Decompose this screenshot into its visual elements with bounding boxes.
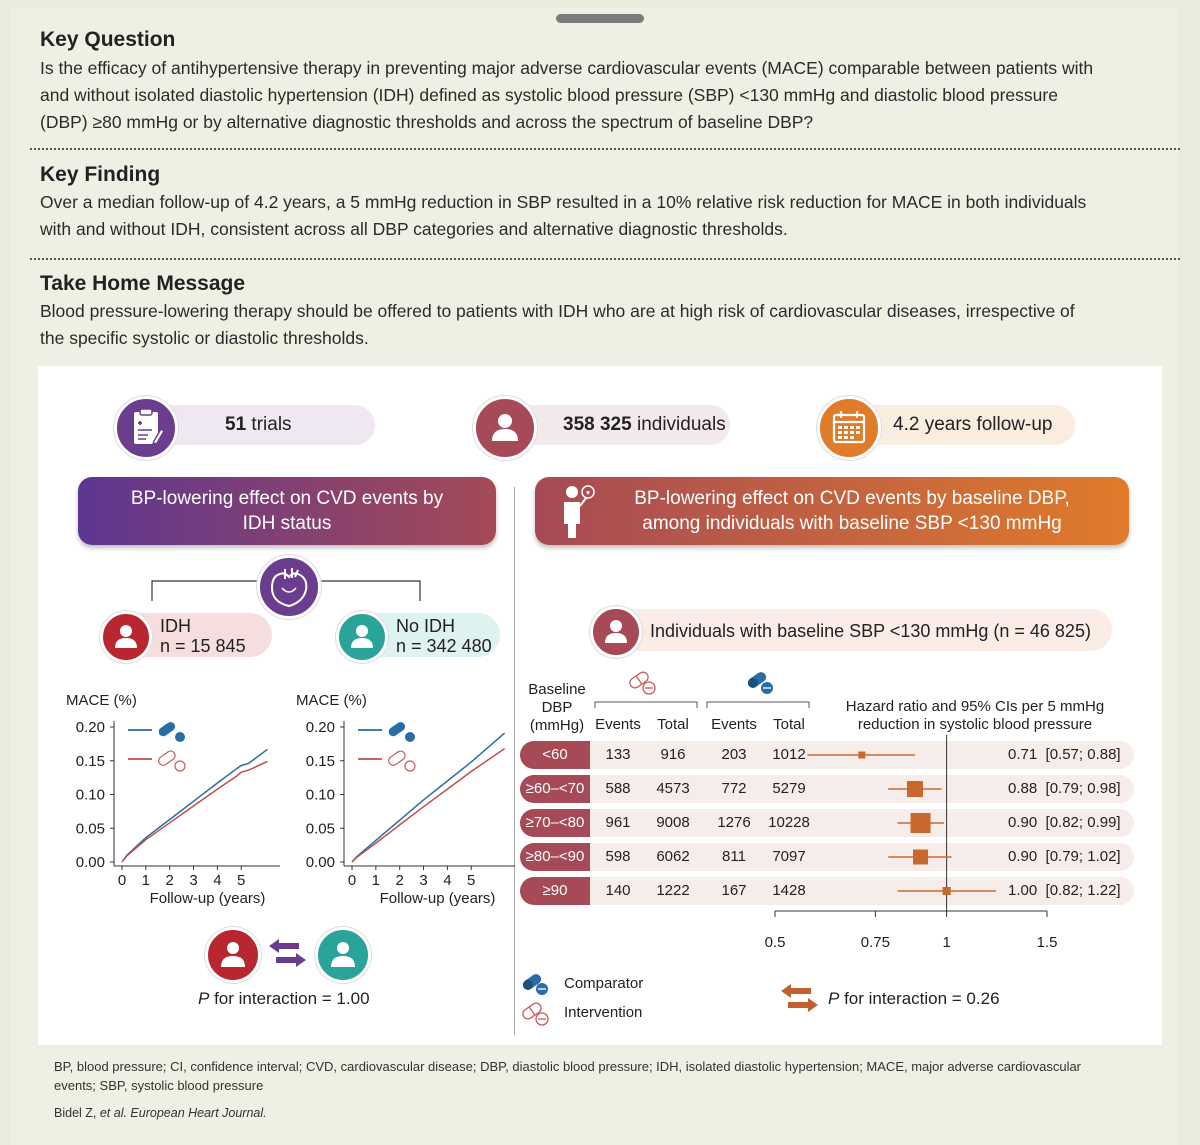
banner-line: among individuals with baseline SBP <130 mmHg bbox=[642, 513, 1062, 534]
x-tick-label: 0 bbox=[117, 872, 127, 889]
citation bbox=[54, 1104, 1144, 1123]
table-cell-int-events: 598 bbox=[605, 848, 631, 865]
followup-label: years follow-up bbox=[924, 414, 1053, 435]
key-finding-text bbox=[40, 189, 1160, 243]
table-cell-int-total: 1222 bbox=[656, 882, 690, 899]
table-cell-int-total: 916 bbox=[660, 746, 686, 763]
p-symbol: P bbox=[828, 989, 840, 1008]
dbp-category: ≥70–<80 bbox=[520, 809, 590, 837]
series-line bbox=[122, 761, 268, 862]
trials-count: 51 bbox=[225, 414, 247, 435]
key-finding-line: Over a median follow-up of 4.2 years, a 5 mmHg reduction in SBP resulted in a 10% relative risk reduction for MACE in both individuals bbox=[40, 192, 1087, 212]
hazard-ratio-text: 0.90 [0.82; 0.99] bbox=[1008, 814, 1121, 831]
dbp-header bbox=[522, 681, 592, 735]
table-cell-int-total: 4573 bbox=[656, 780, 690, 797]
person-icon bbox=[590, 606, 642, 658]
hazard-ratio-point bbox=[943, 887, 951, 895]
citation-journal: et al. European Heart Journal. bbox=[99, 1106, 267, 1120]
dbp-category: ≥60–<70 bbox=[520, 775, 590, 803]
footer-line: BP, blood pressure; CI, confidence interval; CVD, cardiovascular disease; DBP, diastolic blood pressure; IDH, isolated diastolic hypertension; MACE, major adverse cardiovascular bbox=[54, 1059, 1082, 1074]
followup-pill bbox=[850, 405, 1075, 445]
x-tick-label: 1 bbox=[942, 934, 951, 951]
individuals-count: 358 325 bbox=[563, 414, 632, 435]
hazard-ratio-point bbox=[907, 781, 923, 797]
banner-line: BP-lowering effect on CVD events by baseline DBP, bbox=[634, 488, 1070, 509]
table-cell-comp-total: 7097 bbox=[772, 848, 806, 865]
calendar-icon bbox=[817, 396, 881, 460]
take-home-line: the specific systolic or diastolic thresholds. bbox=[40, 328, 369, 348]
table-cell-int-events: 588 bbox=[605, 780, 631, 797]
km-chart-idh bbox=[60, 683, 280, 913]
y-axis-label: MACE (%) bbox=[296, 692, 367, 709]
table-cell-int-events: 961 bbox=[605, 814, 631, 831]
dbp-category: ≥80–<90 bbox=[520, 843, 590, 871]
y-tick-label: 0.00 bbox=[75, 854, 105, 871]
table-cell-comp-total: 10228 bbox=[768, 814, 810, 831]
header-line: Baseline bbox=[528, 681, 586, 698]
table-cell-int-total: 9008 bbox=[656, 814, 690, 831]
intervention-pill-icon bbox=[520, 999, 550, 1027]
table-cell-comp-total: 1012 bbox=[772, 746, 806, 763]
heart-icon bbox=[257, 555, 321, 619]
person-icon bbox=[315, 927, 371, 983]
table-cell-comp-total: 5279 bbox=[772, 780, 806, 797]
comparator-tablet bbox=[175, 732, 185, 742]
x-tick-label: 3 bbox=[419, 872, 428, 889]
x-tick-label: 1 bbox=[141, 872, 151, 889]
svg-text:♥: ♥ bbox=[585, 490, 591, 497]
y-tick-label: 0.15 bbox=[75, 752, 105, 770]
subset-n: (n = 46 825) bbox=[993, 621, 1091, 641]
drag-handle[interactable] bbox=[556, 14, 644, 23]
x-tick-label: 0.75 bbox=[860, 934, 890, 951]
table-cell-int-events: 140 bbox=[605, 882, 631, 899]
intervention-pill-icon bbox=[157, 749, 177, 767]
p-text: for interaction = 1.00 bbox=[209, 989, 370, 1008]
comp-events-header: Events bbox=[711, 716, 757, 733]
int-events-header: Events bbox=[595, 716, 641, 733]
dbp-effect-banner bbox=[535, 477, 1129, 545]
x-tick-label: 5 bbox=[467, 872, 476, 889]
header-line: reduction in systolic blood pressure bbox=[857, 716, 1093, 733]
banner-line: IDH status bbox=[242, 513, 332, 534]
hazard-ratio-point bbox=[858, 752, 865, 759]
x-tick-label: 4 bbox=[213, 872, 222, 889]
x-tick-label: 3 bbox=[189, 872, 198, 889]
table-cell-int-events: 133 bbox=[605, 746, 631, 763]
table-cell-comp-events: 811 bbox=[722, 848, 746, 865]
x-axis-label: Follow-up (years) bbox=[149, 890, 266, 907]
key-finding-title: Key Finding bbox=[40, 163, 161, 186]
individuals-pill bbox=[505, 405, 730, 445]
comparator-pill-icon bbox=[520, 970, 550, 996]
trials-label: trials bbox=[251, 414, 292, 435]
table-cell-comp-events: 167 bbox=[721, 882, 747, 899]
dbp-category: ≥90 bbox=[520, 877, 590, 905]
forest-plot bbox=[760, 735, 1080, 960]
y-tick-label: 0.05 bbox=[75, 820, 105, 838]
take-home-title: Take Home Message bbox=[40, 272, 246, 295]
hazard-ratio-text: 1.00 [0.82; 1.22] bbox=[1008, 882, 1121, 899]
person-icon bbox=[205, 927, 261, 983]
y-tick-label: 0.00 bbox=[305, 854, 335, 871]
divider bbox=[30, 258, 1180, 260]
swap-arrows-icon bbox=[777, 982, 822, 1014]
x-axis-label: Follow-up (years) bbox=[379, 890, 496, 907]
key-question-line: (DBP) ≥80 mmHg or by alternative diagnostic thresholds and across the spectrum of baseline DBP? bbox=[40, 112, 814, 132]
hazard-ratio-text: 0.90 [0.79; 1.02] bbox=[1008, 848, 1121, 865]
x-tick-label: 4 bbox=[443, 872, 452, 889]
hazard-ratio-point bbox=[913, 850, 928, 865]
x-tick-label: 2 bbox=[165, 872, 174, 889]
intervention-pill-icon bbox=[387, 749, 407, 767]
subset-pill bbox=[612, 609, 1112, 651]
p-interaction-idh bbox=[198, 989, 370, 1009]
key-question-line: Is the efficacy of antihypertensive therapy in preventing major adverse cardiovascular events (MACE) comparable between patients with bbox=[40, 58, 1094, 78]
footer-line: events; SBP, systolic blood pressure bbox=[54, 1078, 264, 1093]
abbreviations bbox=[54, 1057, 1144, 1095]
p-interaction-dbp bbox=[828, 989, 1000, 1009]
trials-pill bbox=[150, 405, 375, 445]
banner-line: BP-lowering effect on CVD events by bbox=[130, 488, 444, 509]
dbp-category: <60 bbox=[520, 741, 590, 769]
y-tick-label: 0.10 bbox=[75, 786, 105, 804]
p-text: for interaction = 0.26 bbox=[839, 989, 1000, 1008]
comp-total-header: Total bbox=[773, 716, 805, 733]
header-line: DBP bbox=[541, 699, 573, 716]
y-axis-label: MACE (%) bbox=[66, 692, 137, 709]
legend-comparator: Comparator bbox=[564, 975, 644, 992]
hazard-ratio-point bbox=[911, 813, 931, 833]
table-cell-comp-events: 1276 bbox=[717, 814, 751, 831]
hr-header bbox=[820, 698, 1130, 734]
p-symbol: P bbox=[198, 989, 210, 1008]
intervention-tablet bbox=[405, 761, 415, 771]
y-tick-label: 0.05 bbox=[305, 820, 335, 838]
y-tick-label: 0.20 bbox=[75, 719, 105, 736]
hazard-ratio-text: 0.88 [0.79; 0.98] bbox=[1008, 780, 1121, 797]
x-tick-label: 0.5 bbox=[764, 934, 786, 951]
no-idh-n: n = 342 480 bbox=[396, 636, 492, 656]
idh-effect-banner bbox=[78, 477, 496, 545]
key-question-line: and without isolated diastolic hypertension (IDH) defined as systolic blood pressure (SBP) <130 mmHg and diastolic blood pressure bbox=[40, 85, 1058, 105]
series-line bbox=[352, 749, 505, 862]
x-tick-label: 1.5 bbox=[1036, 934, 1058, 951]
x-tick-label: 0 bbox=[347, 872, 357, 889]
citation-author: Bidel Z, bbox=[54, 1106, 100, 1120]
person-icon bbox=[336, 611, 388, 663]
int-total-header: Total bbox=[657, 716, 689, 733]
comparator-pill-icon bbox=[387, 720, 407, 738]
table-cell-comp-total: 1428 bbox=[772, 882, 806, 899]
idh-n: n = 15 845 bbox=[160, 636, 246, 656]
header-line: Hazard ratio and 95% CIs per 5 mmHg bbox=[845, 698, 1105, 715]
individuals-label: individuals bbox=[636, 414, 726, 435]
key-question-title: Key Question bbox=[40, 28, 176, 51]
subset-label: Individuals with baseline SBP <130 mmHg bbox=[650, 621, 989, 641]
y-tick-label: 0.20 bbox=[305, 719, 335, 736]
no-idh-label: No IDH bbox=[396, 616, 456, 636]
comparator-pill-icon bbox=[157, 720, 177, 738]
table-cell-comp-events: 772 bbox=[721, 780, 747, 797]
key-finding-line: with and without IDH, consistent across all DBP categories and alternative diagnostic thresholds. bbox=[40, 219, 788, 239]
comparator-tablet bbox=[405, 732, 415, 742]
legend-intervention: Intervention bbox=[564, 1004, 643, 1021]
y-tick-label: 0.15 bbox=[305, 752, 335, 770]
header-line: (mmHg) bbox=[529, 717, 585, 734]
doctor-icon bbox=[552, 480, 602, 542]
table-cell-int-total: 6062 bbox=[656, 848, 690, 865]
person-icon bbox=[473, 396, 537, 460]
idh-label: IDH bbox=[160, 616, 191, 636]
y-tick-label: 0.10 bbox=[305, 786, 335, 804]
hazard-ratio-text: 0.71 [0.57; 0.88] bbox=[1008, 746, 1121, 763]
take-home-text bbox=[40, 298, 1160, 352]
column-brackets bbox=[593, 672, 833, 712]
key-question-text bbox=[40, 55, 1160, 136]
series-line bbox=[352, 733, 505, 862]
intervention-tablet bbox=[175, 761, 185, 771]
divider bbox=[30, 148, 1180, 150]
followup-years: 4.2 bbox=[893, 414, 920, 435]
table-cell-comp-events: 203 bbox=[721, 746, 747, 763]
person-icon bbox=[100, 611, 152, 663]
take-home-line: Blood pressure-lowering therapy should be offered to patients with IDH who are at high risk of cardiovascular diseases, irrespective of bbox=[40, 301, 1075, 321]
km-chart-no-idh bbox=[290, 683, 515, 913]
clipboard-icon bbox=[114, 396, 178, 460]
swap-arrows-icon bbox=[265, 937, 310, 969]
x-tick-label: 5 bbox=[237, 872, 246, 889]
x-tick-label: 2 bbox=[395, 872, 404, 889]
x-tick-label: 1 bbox=[371, 872, 381, 889]
